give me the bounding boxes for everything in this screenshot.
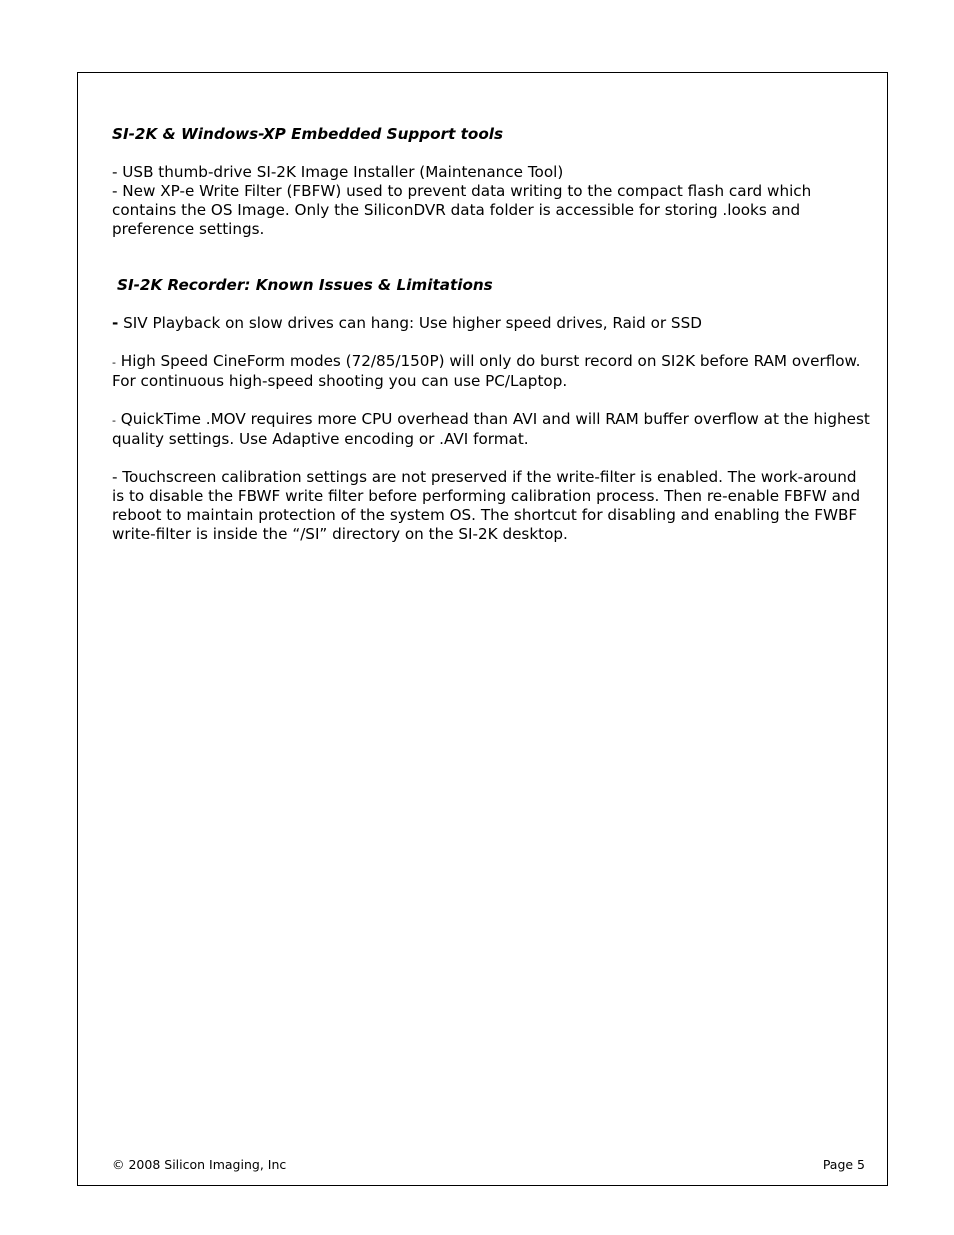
issue-dash: -: [112, 414, 116, 427]
issue-item-quicktime: [112, 410, 872, 449]
issue-text: High Speed CineForm modes (72/85/150P) will only do burst record on SI2K before RAM overflow. For continuous high-speed shooting you can use PC/Laptop.: [112, 352, 861, 390]
issue-dash: -: [112, 314, 119, 332]
support-tool-write-filter: - New XP-e Write Filter (FBFW) used to prevent data writing to the compact flash card which contains the OS Image. Only the SiliconDVR data folder is accessible for storing .looks and preference settings.: [112, 182, 812, 238]
section-heading-support-tools: SI-2K & Windows-XP Embedded Support tools: [112, 125, 504, 143]
issue-text: QuickTime .MOV requires more CPU overhead than AVI and will RAM buffer overflow at the highest quality settings. Use Adaptive encoding or .AVI format.: [112, 410, 870, 448]
footer-copyright: © 2008 Silicon Imaging, Inc: [112, 1157, 287, 1172]
document-body: [112, 125, 872, 544]
footer-page-number: Page 5: [822, 1157, 865, 1172]
issue-item-playback: [112, 314, 872, 333]
issue-text: - Touchscreen calibration settings are not preserved if the write-filter is enabled. The work-around is to disable the FBWF write filter before performing calibration process. Then re-enable FBFW and reboot to maintain protection of the system OS. The shortcut for disabling and enabling the FWBF write-filter is inside the “/SI” directory on the SI-2K desktop.: [112, 468, 861, 543]
section-heading-known-issues: SI-2K Recorder: Known Issues & Limitations: [117, 276, 493, 294]
support-tool-usb-installer: - USB thumb-drive SI-2K Image Installer (Maintenance Tool): [112, 163, 564, 181]
issue-dash: -: [112, 356, 116, 369]
issue-item-touchscreen: [112, 468, 872, 544]
issue-text: SIV Playback on slow drives can hang: Use higher speed drives, Raid or SSD: [118, 314, 702, 332]
issue-item-cineform: [112, 352, 872, 391]
